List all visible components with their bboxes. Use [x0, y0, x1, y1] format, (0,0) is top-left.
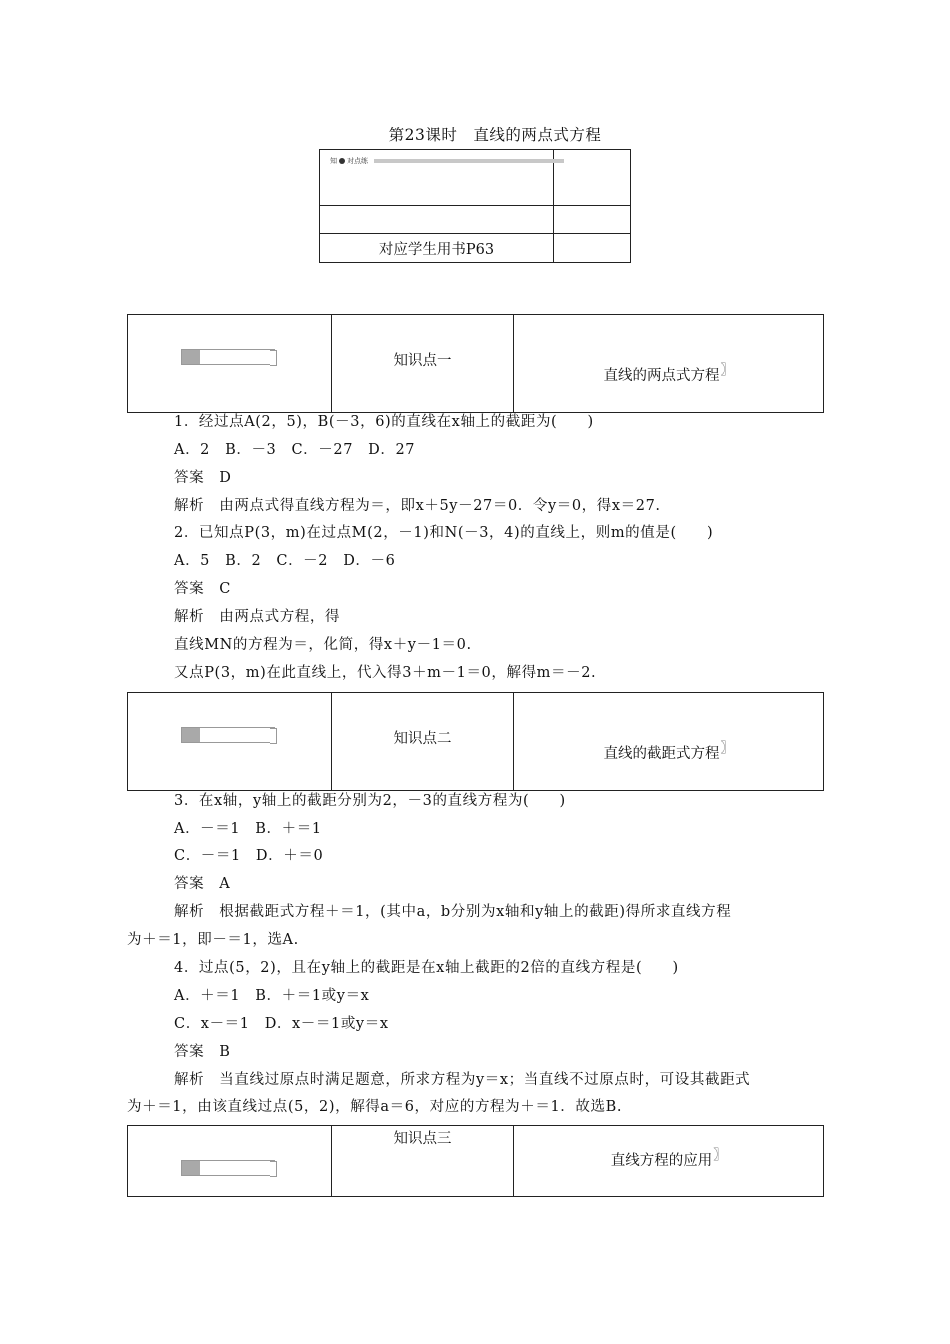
section-bar-cell	[128, 1126, 332, 1197]
section-topic: 直线方程的应用	[610, 1152, 713, 1169]
section-topic: 直线的两点式方程	[603, 367, 720, 384]
page-title: 第23课时 直线的两点式方程	[388, 126, 602, 144]
section-label: 知识点二	[393, 731, 452, 747]
section-label-cell	[332, 315, 514, 413]
progress-bar-icon	[181, 1160, 275, 1176]
section-label-cell	[332, 1126, 514, 1197]
section-bar-cell	[128, 315, 332, 413]
banner-label: 对点练	[347, 157, 368, 165]
progress-bar-icon	[181, 349, 275, 365]
text-line: 解析 当直线过原点时满足题意，所求方程为y＝x；当直线不过原点时，可设其截距式	[174, 1072, 751, 1088]
section-label: 知识点三	[393, 1131, 452, 1147]
text-line: 答案 B	[174, 1044, 231, 1060]
banner-char: 知	[330, 157, 337, 165]
text-line: 4．过点(5，2)，且在y轴上的截距是在x轴上截距的2倍的直线方程是( )	[174, 960, 679, 976]
header-empty-cell	[554, 150, 631, 206]
header-empty-cell	[554, 206, 631, 234]
text-line: 答案 A	[174, 876, 231, 892]
text-line: 又点P(3，m)在此直线上，代入得3＋m－1＝0，解得m＝－2.	[174, 665, 597, 681]
bracket-icon: 〗	[720, 741, 734, 756]
section-bar-cell	[128, 693, 332, 791]
text-line: 2．已知点P(3，m)在过点M(2，－1)和N(－3，4)的直线上，则m的值是( )	[174, 525, 714, 541]
text-line: A．＋＝1 B．＋＝1或y＝x	[174, 988, 370, 1004]
text-line: 直线MN的方程为＝，化简，得x＋y－1＝0.	[174, 637, 472, 653]
section-header-3	[127, 1125, 824, 1197]
text-line: 解析 根据截距式方程＋＝1，(其中a，b分别为x轴和y轴上的截距)得所求直线方程	[174, 904, 732, 920]
progress-bar-icon	[181, 727, 275, 743]
text-line: 答案 D	[174, 470, 232, 486]
bracket-icon: 〗	[713, 1148, 727, 1163]
text-line: 解析 由两点式得直线方程为＝，即x＋5y－27＝0．令y＝0，得x＝27.	[174, 498, 661, 514]
text-line: 为＋＝1，即－＝1，选A.	[127, 932, 299, 948]
text-line: 解析 由两点式方程，得	[174, 609, 341, 625]
banner-rule	[374, 159, 564, 163]
section-label: 知识点一	[393, 353, 452, 369]
text-line: C．－＝1 D．＋＝0	[174, 848, 324, 864]
practice-banner	[330, 156, 564, 166]
header-empty-cell	[320, 206, 554, 234]
text-line: A．2 B．－3 C．－27 D．27	[174, 442, 416, 458]
book-reference: 对应学生用书P63	[320, 234, 554, 263]
section-topic-cell	[514, 315, 824, 413]
text-line: 3．在x轴，y轴上的截距分别为2，－3的直线方程为( )	[174, 793, 566, 809]
banner-dot-icon	[339, 158, 345, 164]
header-empty-cell	[554, 234, 631, 263]
section-label-cell	[332, 693, 514, 791]
header-box	[319, 149, 631, 263]
section-topic-cell	[514, 1126, 824, 1197]
text-line: A．5 B．2 C．－2 D．－6	[174, 553, 396, 569]
section-header-2	[127, 692, 824, 791]
header-banner-cell	[320, 150, 554, 206]
text-line: A．－＝1 B．＋＝1	[174, 821, 322, 837]
text-line: 为＋＝1，由该直线过点(5，2)，解得a＝6，对应的方程为＋＝1．故选B.	[127, 1099, 623, 1115]
text-line: C．x－＝1 D．x－＝1或y＝x	[174, 1016, 389, 1032]
text-line: 答案 C	[174, 581, 231, 597]
bracket-icon: 〗	[720, 363, 734, 378]
text-line: 1．经过点A(2，5)，B(－3，6)的直线在x轴上的截距为( )	[174, 414, 594, 430]
section-header-1	[127, 314, 824, 413]
section-topic-cell	[514, 693, 824, 791]
section-topic: 直线的截距式方程	[603, 745, 720, 762]
